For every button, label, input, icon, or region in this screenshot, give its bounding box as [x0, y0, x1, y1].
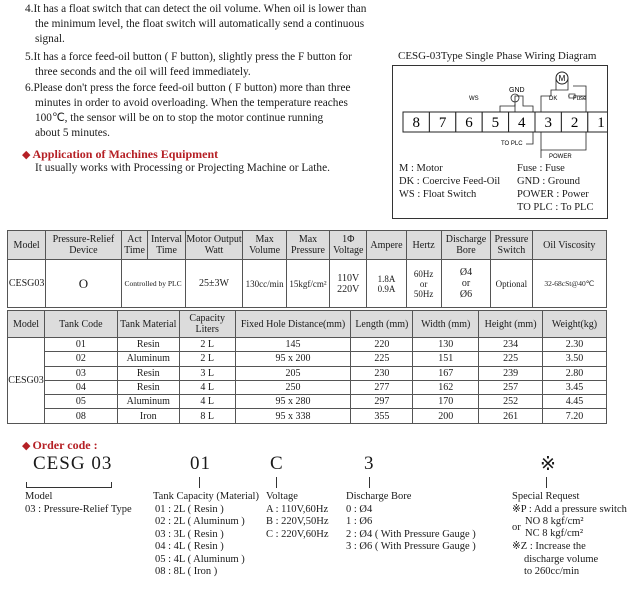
table-cell: 7.20: [543, 409, 607, 423]
order-code-tank: 01: [190, 453, 211, 474]
table-cell: 130: [413, 338, 479, 352]
wiring-legend: [393, 162, 607, 218]
table-row: [8, 338, 607, 352]
table-cell: 4 L: [179, 395, 235, 409]
cell-relief: O: [46, 260, 121, 308]
fuse-label: Fuse: [573, 96, 587, 102]
table-cell: 162: [413, 380, 479, 394]
table-cell: 220: [351, 338, 413, 352]
table-cell: 4.45: [543, 395, 607, 409]
instruction-item-5: 5.It has a force feed-oil button ( F button), slightly press the F button for three seconds and the oil will feed immediately.: [25, 51, 352, 78]
header-cell: Model: [8, 311, 45, 338]
power-label: POWER: [549, 154, 572, 158]
table-cell: 05: [44, 395, 117, 409]
header-cell: Capacity Liters: [179, 311, 235, 338]
table-cell: 4 L: [179, 380, 235, 394]
terminal-number: 4: [518, 115, 526, 131]
terminal-number: 1: [597, 115, 605, 131]
header-cell: Pressure Switch: [491, 231, 532, 260]
tank-header-row: [8, 311, 607, 338]
cell-volume: 130cc/min: [243, 260, 286, 308]
motor-wire: [541, 78, 586, 112]
order-connector: [26, 482, 112, 488]
header-cell: Interval Time: [148, 231, 185, 260]
table-cell: Iron: [117, 409, 179, 423]
terminal-number: 6: [465, 115, 473, 131]
table-cell: 167: [413, 366, 479, 380]
table-cell: 3.50: [543, 352, 607, 366]
table-cell: Resin: [117, 338, 179, 352]
dk-label: DK: [549, 96, 558, 102]
order-model-desc: Model 03 : Pressure-Relief Type: [25, 491, 132, 515]
terminal-strip: [403, 112, 607, 132]
header-cell: Oil Viscosity: [532, 231, 606, 260]
cell-bore: Ø4 or Ø6: [441, 260, 491, 308]
cell-voltage: 110V 220V: [330, 260, 367, 308]
header-cell: Max Volume: [243, 231, 286, 260]
wiring-schematic: [393, 66, 607, 158]
table-cell: 277: [351, 380, 413, 394]
table-cell: Aluminum: [117, 395, 179, 409]
order-connector: [546, 477, 547, 488]
table-cell: 205: [235, 366, 351, 380]
table-cell: 01: [44, 338, 117, 352]
table-cell: 170: [413, 395, 479, 409]
to-plc-label: TO PLC: [501, 141, 523, 147]
header-cell: Pressure-Relief Device: [46, 231, 121, 260]
table-cell: Resin: [117, 366, 179, 380]
table-cell: 04: [44, 380, 117, 394]
table-cell: 3.45: [543, 380, 607, 394]
table-cell: 95 x 280: [235, 395, 351, 409]
table-cell: 200: [413, 409, 479, 423]
spec-table: [7, 230, 607, 308]
table-cell: 02: [44, 352, 117, 366]
terminal-number: 2: [570, 115, 579, 131]
header-cell: Tank Code: [44, 311, 117, 338]
header-cell: Weight(kg): [543, 311, 607, 338]
table-cell: 08: [44, 409, 117, 423]
header-cell: Discharge Bore: [441, 231, 491, 260]
cell-act-interval: Controlled by PLC: [121, 260, 185, 308]
application-heading: ◆ Application of Machines Equipment: [22, 147, 219, 161]
order-code-special: ※: [540, 454, 557, 475]
order-special-desc: Special Request ※P : Add a pressure switch NO 8 kgf/cm² or NC 8 kgf/cm² ※Z : Increase the discharge volume to 260cc/min: [512, 491, 637, 579]
table-cell: Aluminum: [117, 352, 179, 366]
order-heading: ◆ Order code :: [22, 438, 98, 452]
diamond-bullet-icon: ◆: [22, 149, 31, 161]
table-cell: 03: [44, 366, 117, 380]
terminal-number: 7: [438, 115, 447, 131]
order-code-voltage: C: [270, 453, 284, 474]
table-cell: 234: [479, 338, 543, 352]
header-cell: 1Φ Voltage: [330, 231, 367, 260]
header-cell: Fixed Hole Distance(mm): [235, 311, 351, 338]
order-voltage-desc: Voltage A : 110V,60Hz B : 220V,50Hz C : 220V,60Hz: [266, 491, 329, 540]
cell-switch: Optional: [491, 260, 532, 308]
table-cell: 2 L: [179, 338, 235, 352]
table-cell: Resin: [117, 380, 179, 394]
table-cell: 2.80: [543, 366, 607, 380]
spec-data-row: [8, 260, 607, 308]
cell-hertz: 60Hz or 50Hz: [406, 260, 441, 308]
plc-wire: [526, 132, 533, 144]
table-cell: 250: [235, 380, 351, 394]
tank-body: [8, 338, 607, 424]
table-cell: 257: [479, 380, 543, 394]
table-cell: 239: [479, 366, 543, 380]
order-connector: [369, 477, 370, 488]
header-cell: Length (mm): [351, 311, 413, 338]
order-bore-desc: Discharge Bore 0 : Ø4 1 : Ø6 2 : Ø4 ( With Pressure Gauge ) 3 : Ø6 ( With Pressure Gauge ): [346, 491, 476, 552]
header-cell: Hertz: [406, 231, 441, 260]
table-row: [8, 395, 607, 409]
order-code-model: CESG 03: [33, 453, 113, 474]
gnd-label: GND: [509, 87, 525, 94]
cell-model: CESG03: [8, 338, 45, 424]
terminal-number: 5: [491, 115, 500, 131]
cell-ampere: 1.8A 0.9A: [367, 260, 406, 308]
table-cell: 2 L: [179, 352, 235, 366]
legend-left: M : Motor DK : Coercive Feed-Oil WS : Float Switch: [399, 163, 501, 200]
cell-viscosity: 32-68cSt@40℃: [532, 260, 606, 308]
table-cell: 8 L: [179, 409, 235, 423]
table-cell: 355: [351, 409, 413, 423]
order-connector: [199, 477, 200, 488]
table-cell: 261: [479, 409, 543, 423]
order-tank-desc: Tank Capacity (Material) 01 : 2L ( Resin ) 02 : 2L ( Aluminum ) 03 : 3L ( Resin ) 04 : 4L ( Resin ) 05 : 4L ( Aluminum ) 08 : 8L ( Iron ): [153, 491, 259, 577]
header-cell: Tank Material: [117, 311, 179, 338]
diamond-bullet-icon: ◆: [22, 440, 31, 452]
spec-header-row: [8, 231, 607, 260]
header-cell: Ampere: [367, 231, 406, 260]
table-row: [8, 409, 607, 423]
table-cell: 225: [479, 352, 543, 366]
instruction-item-6: 6.Please don't press the force feed-oil button ( F button) more than three minutes in order to avoid overloading. When the temperature reaches 100℃, the sensor will be on to stop the motor continue running about 5 minutes.: [25, 82, 351, 139]
order-code-bore: 3: [364, 453, 375, 474]
header-cell: Height (mm): [479, 311, 543, 338]
header-cell: Width (mm): [413, 311, 479, 338]
power-wire: [541, 132, 586, 150]
table-cell: 95 x 338: [235, 409, 351, 423]
float-switch-wire: [500, 96, 533, 112]
table-cell: 145: [235, 338, 351, 352]
table-cell: 297: [351, 395, 413, 409]
terminal-number: 3: [544, 115, 552, 131]
instruction-item-4: 4.It has a float switch that can detect the oil volume. When oil is lower than the minimum level, the float switch will automatically send a continuous signal.: [25, 3, 367, 45]
legend-right: Fuse : Fuse GND : Ground POWER : Power TO PLC : To PLC: [517, 163, 594, 213]
pressure-switch-options: NO 8 kgf/cm² or NC 8 kgf/cm²: [512, 516, 584, 539]
cell-pressure: 15kgf/cm²: [286, 260, 329, 308]
cell-model: CESG03: [8, 260, 46, 308]
header-cell: Act Time: [121, 231, 148, 260]
header-cell: Motor Output Watt: [185, 231, 243, 260]
table-cell: 225: [351, 352, 413, 366]
table-cell: 3 L: [179, 366, 235, 380]
table-cell: 95 x 200: [235, 352, 351, 366]
table-cell: 151: [413, 352, 479, 366]
table-row: [8, 366, 607, 380]
tank-table: [7, 310, 607, 424]
cell-watt: 25±3W: [185, 260, 243, 308]
table-row: [8, 352, 607, 366]
table-cell: 230: [351, 366, 413, 380]
application-text: It usually works with Processing or Projecting Machine or Lathe.: [35, 162, 330, 174]
wiring-title: CESG-03Type Single Phase Wiring Diagram: [398, 50, 597, 62]
header-cell: Model: [8, 231, 46, 260]
wiring-diagram: [392, 65, 608, 219]
header-cell: Max Pressure: [286, 231, 329, 260]
ws-label: WS: [469, 96, 479, 102]
motor-symbol: M: [558, 74, 566, 83]
table-cell: 2.30: [543, 338, 607, 352]
table-cell: 252: [479, 395, 543, 409]
table-row: [8, 380, 607, 394]
order-connector: [276, 477, 277, 488]
terminal-number: 8: [412, 115, 420, 131]
